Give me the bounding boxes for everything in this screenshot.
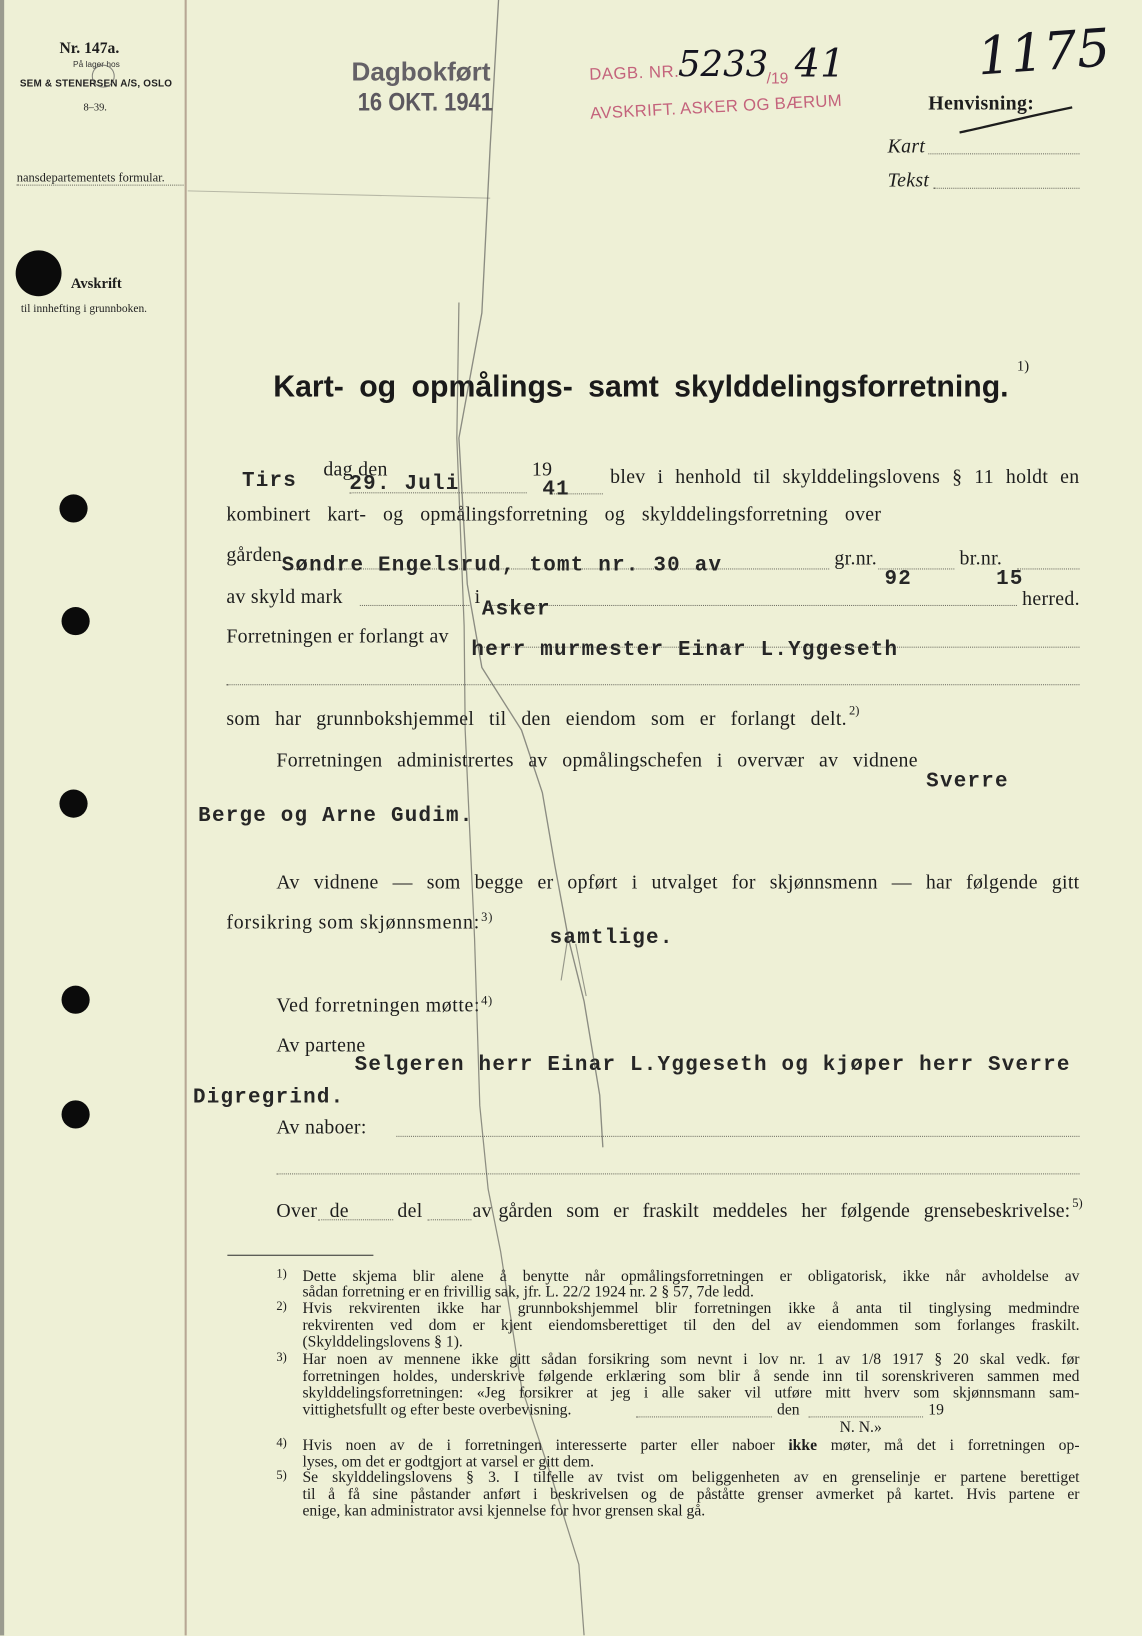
- stamp-date: 16 OKT. 1941: [357, 88, 493, 117]
- footnote-marker: 3): [276, 1349, 287, 1365]
- supplier-prefix: På lager hos: [73, 59, 120, 69]
- footnote-line: sådan forretning er en frivillig sak, jfr. L. 22/2 1924 nr. 2 § 57, 7de ledd.: [302, 1283, 754, 1301]
- del-rule: [428, 1219, 472, 1220]
- footnote-line: til å få sine påstander anført i beskrivelsen og de påståtte grenser avmerket på kartet. Hvis partene er: [302, 1486, 1080, 1503]
- footnote-year-label: 19: [928, 1401, 944, 1419]
- kart-rule: [928, 153, 1079, 154]
- footnote-line: (Skylddelingslovens § 1).: [302, 1333, 463, 1351]
- municipality-value: Asker: [481, 597, 551, 622]
- footnote-signature: N. N.»: [839, 1419, 882, 1437]
- oath-line: Av vidnene — som begge er opført i utvalget for skjønnsmenn — har følgende gitt: [276, 871, 1080, 894]
- henvisning-flourish: [939, 99, 1085, 141]
- skyld-label: av skyld mark: [226, 586, 343, 609]
- herred-rule: [485, 605, 1017, 606]
- footnote-line: enige, kan administrator avsi kjennelse for hvor grensen skal gå.: [302, 1502, 706, 1520]
- line2-text: kombinert kart- og opmålingsforretning og skylddelingsforretning over: [226, 503, 882, 526]
- blank-rule: [226, 684, 1079, 685]
- footnote-line: skylddelingsforretningen: «Jeg forsikrer at jeg i alle saker vil utføre mitt hverv som skjønnsmann sam-: [302, 1385, 1080, 1402]
- supplier-name: SEM & STENERSEN A/S, OSLO: [19, 78, 173, 90]
- title-line-note: 2): [849, 702, 860, 718]
- tekst-label: Tekst: [887, 170, 930, 192]
- bnr-label: br.nr.: [959, 547, 1003, 570]
- punch-hole: [62, 607, 90, 635]
- present-label: Ved forretningen møtte:: [276, 995, 481, 1017]
- skyld-rule: [360, 605, 470, 606]
- tekst-rule: [933, 188, 1079, 189]
- century-label: 19: [531, 458, 553, 481]
- farm-label: gården: [226, 544, 283, 567]
- footnote-line: forretningen holdes, underskrive følgende erklæring som blir å sende inn til sorenskriveren sammen med: [302, 1368, 1080, 1386]
- footnote-text: møter, må det i forretningen op-: [830, 1437, 1080, 1454]
- footnote-line: rekvirenten ved dom er kjent eiendomsberettiget til den del av eiendommen som forlanges fraskilt.: [302, 1317, 1080, 1334]
- footnote-line: Se skylddelingslovens § 3. I tilfelle av tvist om beliggenheten av en grenselinje er partene berettiget: [302, 1469, 1080, 1487]
- footnote-marker: 4): [276, 1435, 287, 1450]
- footnote-marker: 2): [276, 1298, 287, 1314]
- neighbours-label: Av naboer:: [276, 1117, 367, 1139]
- oath-value: samtlige.: [549, 926, 674, 951]
- footnote-line: [302, 1438, 1079, 1454]
- in-label: i: [474, 586, 481, 609]
- weekday: Tirs: [241, 469, 298, 494]
- oath-label: forsikring som skjønnsmenn:: [226, 911, 481, 934]
- de-label: de: [329, 1200, 349, 1223]
- folio-number: 1175: [975, 17, 1112, 87]
- witnesses-line2: Berge og Arne Gudim.: [198, 804, 474, 829]
- requested-label: Forretningen er forlangt av: [226, 625, 449, 648]
- punch-hole: [59, 494, 87, 522]
- footnote-line: Hvis rekvirenten ikke har grunnbokshjemmel blir forretningen ikke å anta til tinglysing medmindre: [302, 1300, 1080, 1318]
- punch-hole: [62, 986, 90, 1014]
- margin-rule: [185, 0, 187, 1635]
- witnesses-line1: Sverre: [926, 769, 1009, 794]
- footnote-year-rule: [808, 1416, 923, 1417]
- boundary-note: 5): [1072, 1195, 1083, 1210]
- footnote-marker: 1): [276, 1266, 287, 1281]
- neighbours-rule-2: [276, 1173, 1079, 1174]
- title-footnote-ref: 1): [1016, 358, 1030, 375]
- avskrift-label: Avskrift: [70, 276, 122, 293]
- footnote-line: vittighetsfullt og efter beste overbevisning.: [302, 1401, 572, 1419]
- footnote-date-label: den: [777, 1401, 800, 1419]
- form-edition: 8–39.: [83, 102, 107, 114]
- herred-label: herred.: [1022, 588, 1080, 611]
- present-note: 4): [481, 992, 493, 1008]
- footnote-line: Har noen av mennene ikke gitt sådan forsikring som nevnt i lov nr. 1 av 1/8 1917 § 20 skal vedk. før: [302, 1351, 1080, 1369]
- dagb-nr-label: DAGB. NR.: [588, 63, 680, 84]
- footnote-emphasis: ikke: [788, 1437, 818, 1454]
- page-edge: [0, 0, 4, 1635]
- parties-line2: Digregrind.: [192, 1085, 345, 1110]
- henvisning-label: Henvisning:: [928, 92, 1035, 115]
- del-label: del: [397, 1200, 423, 1223]
- footnote-rule: [227, 1255, 373, 1256]
- requested-by-value: herr murmester Einar L.Yggeseth: [471, 638, 899, 663]
- department-label: nansdepartementets formular.: [16, 170, 165, 185]
- property-value: Søndre Engelsrud, tomt nr. 30 av: [281, 553, 723, 578]
- supplier-seal: [92, 65, 115, 88]
- punch-hole: [62, 1100, 90, 1128]
- parties-label: Av partene: [276, 1034, 366, 1057]
- year-label: /19: [766, 69, 789, 88]
- dag-den-label: dag den: [323, 458, 388, 481]
- parties-line1: Selgeren herr Einar L.Yggeseth og kjøper herr Sverre: [354, 1053, 1071, 1078]
- footnote-line: lyses, om det er godtgjort at varsel er gitt dem.: [302, 1453, 595, 1471]
- gnr-value: 92: [884, 567, 913, 592]
- punch-hole: [16, 250, 62, 296]
- title-line: som har grunnbokshjemmel til den eiendom som er forlangt delt.: [226, 708, 847, 731]
- oath-note: 3): [481, 909, 494, 925]
- dagbokfort-stamp: Dagbokført: [351, 57, 491, 87]
- line1-text: blev i henhold til skylddelingslovens § 11 holdt en: [610, 466, 1080, 489]
- office-stamp: AVSKRIFT. ASKER OG BÆRUM: [589, 92, 843, 124]
- gnr-label: gr.nr.: [834, 547, 878, 570]
- department-rule: [17, 185, 184, 186]
- footnote-line: Dette skjema blir alene å benytte når opmålingsforretningen er obligatorisk, ikke når avholdelse av: [302, 1268, 1080, 1285]
- avskrift-note: til innhefting i grunnboken.: [20, 302, 148, 315]
- admin-line: Forretningen administrertes av opmålingschefen i overvær av vidnene: [276, 749, 918, 772]
- footnote-text: Hvis noen av de i forretningen interesserte parter eller naboer: [302, 1437, 775, 1454]
- bnr-rule: [1017, 568, 1080, 569]
- pen-stroke: [457, 302, 584, 1635]
- boundary-line: gården som er fraskilt meddeles her følgende grensebeskrivelse:: [498, 1200, 1071, 1223]
- kart-label: Kart: [887, 135, 926, 158]
- footnote-marker: 5): [276, 1467, 287, 1483]
- page-title: Kart- og opmålings- samt skylddelingsforretning.: [273, 370, 1009, 404]
- form-number: Nr. 147a.: [59, 40, 120, 58]
- av-label: av: [472, 1200, 492, 1223]
- date-value: 29. Juli: [349, 472, 460, 497]
- bnr-value: 15: [996, 567, 1024, 592]
- neighbours-rule: [396, 1136, 1079, 1137]
- oath-label-group: [226, 909, 494, 934]
- dagb-year: 41: [794, 40, 846, 87]
- punch-hole: [59, 790, 87, 818]
- year-value: 41: [542, 477, 570, 502]
- pencil-stroke: [188, 191, 490, 198]
- present-label-group: [276, 992, 493, 1017]
- dagb-nr: 5233: [677, 43, 769, 86]
- footnote-date-rule: [636, 1416, 772, 1417]
- over-label: Over: [276, 1200, 318, 1223]
